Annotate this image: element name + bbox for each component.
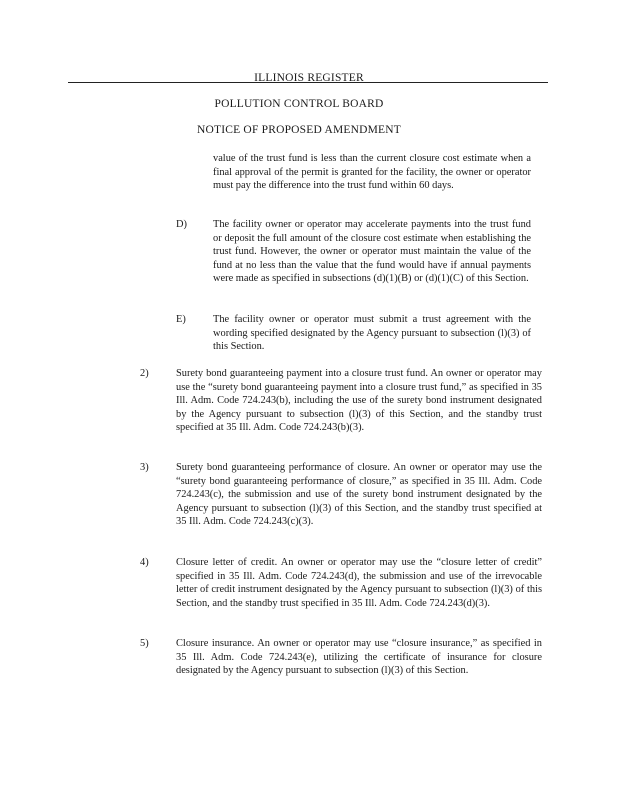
- subitem-e-label: E): [176, 314, 186, 325]
- item-5-label: 5): [140, 638, 149, 649]
- item-3-text: Surety bond guaranteeing performance of closure. An owner or operator may use the “surety bond guaranteeing performance of closure,” as specified in 35 Ill. Adm. Code 724.243(c), the submission and use of the surety bond instrument designated by the Agency pursuant to subsection (l)(3) of this Section, and the standby trust specified at 35 Ill. Adm. Code 724.243(c)(3).: [176, 462, 542, 527]
- notice-title: NOTICE OF PROPOSED AMENDMENT: [197, 124, 401, 136]
- subitem-e-text: The facility owner or operator must submit a trust agreement with the wording specified designated by the Agency pursuant to subsection (l)(3) of this Section.: [213, 314, 531, 352]
- register-title: ILLINOIS REGISTER: [254, 72, 364, 84]
- continuation-paragraph: value of the trust fund is less than the current closure cost estimate when a final approval of the permit is granted for the facility, the owner or operator must pay the difference into the trust fund within 60 days.: [213, 153, 531, 191]
- item-4-text: Closure letter of credit. An owner or operator may use the “closure letter of credit” specified in 35 Ill. Adm. Code 724.243(d), the submission and use of the irrevocable letter of credit instrument designated by the Agency pursuant to subsection (l)(3) of this Section, and the standby trust specified in 35 Ill. Adm. Code 724.243(d)(3).: [176, 557, 542, 609]
- subitem-d-text: The facility owner or operator may accelerate payments into the trust fund or deposit the full amount of the closure cost estimate when establishing the trust fund. However, the owner or operator must maintain the value of the fund at no less than the value that the fund would have if annual payments were made as specified in subsections (d)(1)(B) or (d)(1)(C) of this Section.: [213, 219, 531, 284]
- item-4-label: 4): [140, 557, 149, 568]
- item-3-label: 3): [140, 462, 149, 473]
- item-5-text: Closure insurance. An owner or operator may use “closure insurance,” as specified in 35 Ill. Adm. Code 724.243(e), utilizing the certificate of insurance for closure designated by the Agency pursuant to subsection (l)(3) of this Section.: [176, 638, 542, 676]
- item-2-text: Surety bond guaranteeing payment into a closure trust fund. An owner or operator may use the “surety bond guaranteeing payment into a closure trust fund,” as specified in 35 Ill. Adm. Code 724.243(b), including the use of the surety bond instrument designated by the Agency pursuant to subsection (l)(3) of this Section, and the standby trust specified at 35 Ill. Adm. Code 724.243(b)(3).: [176, 368, 542, 433]
- board-name: POLLUTION CONTROL BOARD: [214, 98, 384, 110]
- subitem-d-label: D): [176, 219, 187, 230]
- item-2-label: 2): [140, 368, 149, 379]
